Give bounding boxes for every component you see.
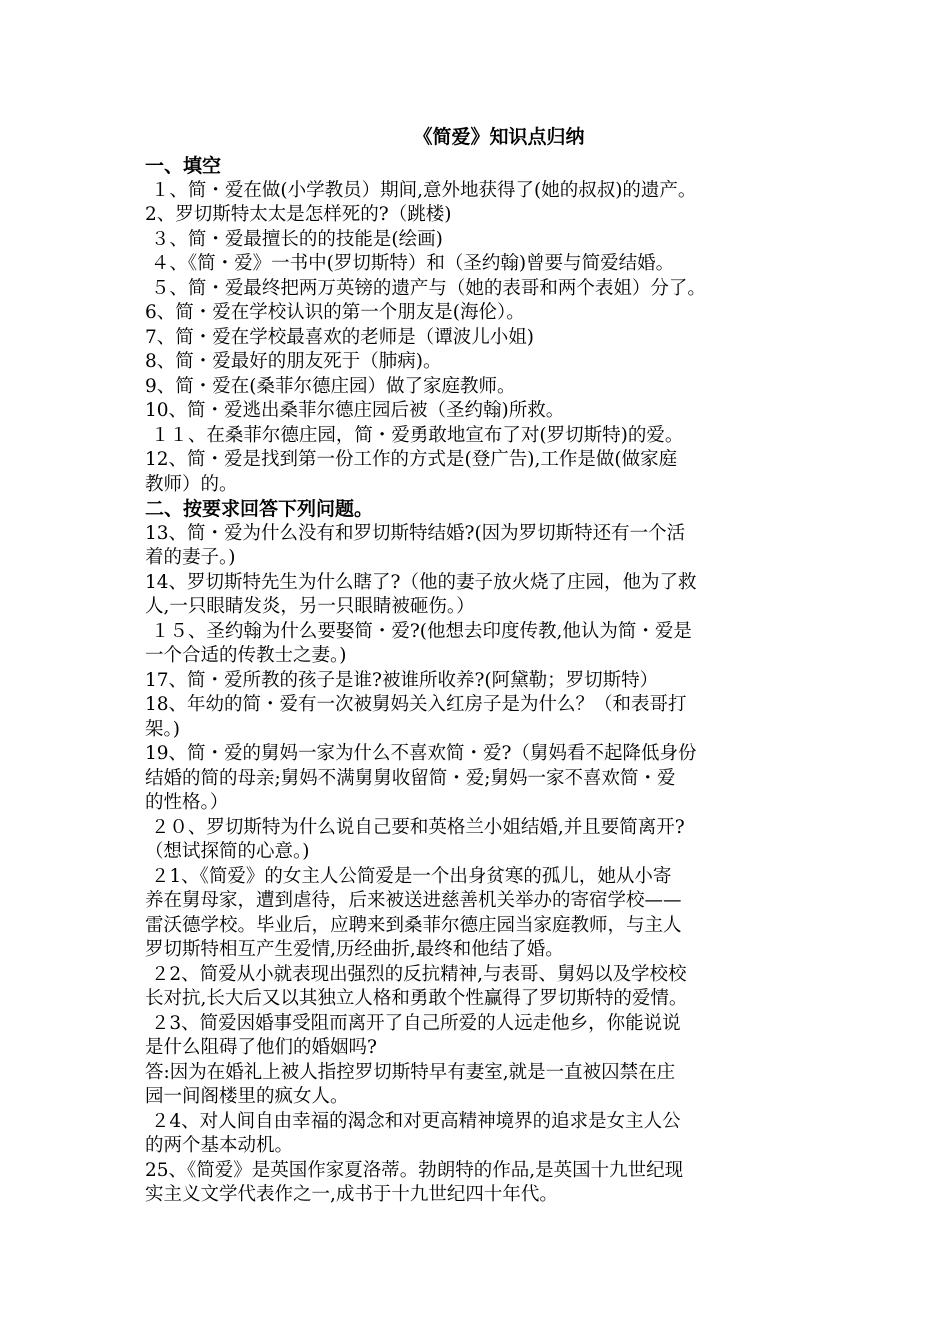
section-heading-fill-blank: 一、填空	[145, 155, 222, 177]
text-line: 结婚的简的母亲;舅妈不满舅舅收留简・爱;舅妈一家不喜欢简・爱	[145, 767, 676, 789]
text-line: 13、简・爱为什么没有和罗切斯特结婚?(因为罗切斯特还有一个活	[145, 522, 686, 544]
text-line: ３、简・爱最擅长的的技能是(绘画)	[145, 228, 443, 250]
text-line: 养在舅母家，遭到虐待，后来被送进慈善机关举办的寄宿学校——	[145, 890, 682, 911]
text-line: 罗切斯特相互产生爱情,历经曲折,最终和他结了婚。	[145, 939, 564, 960]
text-line: 12、简・爱是找到第一份工作的方式是(登广告),工作是做(做家庭	[145, 449, 678, 470]
text-line: 人,一只眼睛发炎，另一只眼睛被砸伤。）	[145, 596, 475, 617]
text-line: １１、在桑菲尔德庄园，简・爱勇敢地宣布了对(罗切斯特)的爱。	[145, 424, 684, 446]
text-line: ５、简・爱最终把两万英镑的遗产与（她的表哥和两个表姐）分了。	[145, 277, 706, 299]
text-line: 教师）的。	[145, 473, 238, 495]
text-line: 10、简・爱逃出桑菲尔德庄园后被（圣约翰)所救。	[145, 400, 565, 421]
text-line: 答:因为在婚礼上被人指控罗切斯特早有妻室,就是一直被囚禁在庄	[145, 1061, 676, 1083]
text-line: ４、《简・爱》一书中(罗切斯特）和（圣约翰)曾要与简爱结婚。	[145, 253, 675, 274]
text-line: １、简・爱在做(小学教员）期间,意外地获得了(她的叔叔)的遗产。	[145, 179, 697, 201]
text-line: 园一间阁楼里的疯女人。	[145, 1086, 349, 1107]
text-line: 雷沃德学校。毕业后，应聘来到桑菲尔德庄园当家庭教师，与主人	[145, 914, 682, 936]
text-line: 着的妻子。)	[145, 547, 236, 568]
text-line: 一个合适的传教士之妻。)	[145, 645, 347, 666]
text-line: １５、圣约翰为什么要娶简・爱?(他想去印度传教,他认为简・爱是	[145, 620, 692, 642]
text-line: 18、年幼的简・爱有一次被舅妈关入红房子是为什么？（和表哥打	[145, 694, 687, 715]
text-line: 19、简・爱的舅妈一家为什么不喜欢简・爱?（舅妈看不起降低身份	[145, 743, 697, 764]
text-line: 的性格。）	[145, 792, 229, 813]
text-line: 6、简・爱在学校认识的第一个朋友是(海伦）。	[145, 302, 525, 323]
document-body	[145, 120, 817, 1208]
text-line: 25、《简爱》是英国作家夏洛蒂。勃朗特的作品,是英国十九世纪现	[145, 1159, 684, 1181]
text-line: ２3、简爱因婚事受阻而离开了自己所爱的人远走他乡，你能说说	[145, 1012, 681, 1034]
text-line: 架。)	[145, 718, 180, 740]
text-line: ２1、《简爱》的女主人公简爱是一个出身贫寒的孤儿，她从小寄	[145, 865, 672, 887]
text-line: 实主义文学代表作之一,成书于十九世纪四十年代。	[145, 1184, 558, 1205]
text-line: （想试探简的心意。)	[145, 841, 310, 862]
text-line: 9、简・爱在(桑菲尔德庄园）做了家庭教师。	[145, 375, 516, 397]
text-line: ２０、罗切斯特为什么说自己要和英格兰小姐结婚,并且要简离开?	[145, 816, 685, 838]
document-title: 《简爱》知识点归纳	[413, 126, 585, 148]
text-line: ２2、简爱从小就表现出强烈的反抗精神,与表哥、舅妈以及学校校	[145, 963, 687, 985]
text-line: 长对抗,长大后又以其独立人格和勇敢个性赢得了罗切斯特的爱情。	[145, 988, 688, 1009]
text-line: ２4、对人间自由幸福的渴念和对更高精神境界的追求是女主人公	[145, 1110, 681, 1132]
text-line: 的两个基本动机。	[145, 1135, 294, 1156]
text-line: 2、罗切斯特太太是怎样死的?（跳楼)	[145, 204, 452, 225]
text-line: 8、简・爱最好的朋友死于（肺病)。	[145, 351, 442, 372]
section-heading-questions: 二、按要求回答下列问题。	[145, 498, 374, 520]
text-line: 是什么阻碍了他们的婚姻吗?	[145, 1037, 377, 1058]
text-line: 17、简・爱所教的孩子是谁?被谁所收养?(阿黛勒；罗切斯特）	[145, 669, 659, 691]
text-line: 14、罗切斯特先生为什么瞎了?（他的妻子放火烧了庄园，他为了救	[145, 571, 697, 593]
text-line: 7、简・爱在学校最喜欢的老师是（谭波儿小姐)	[145, 326, 534, 348]
